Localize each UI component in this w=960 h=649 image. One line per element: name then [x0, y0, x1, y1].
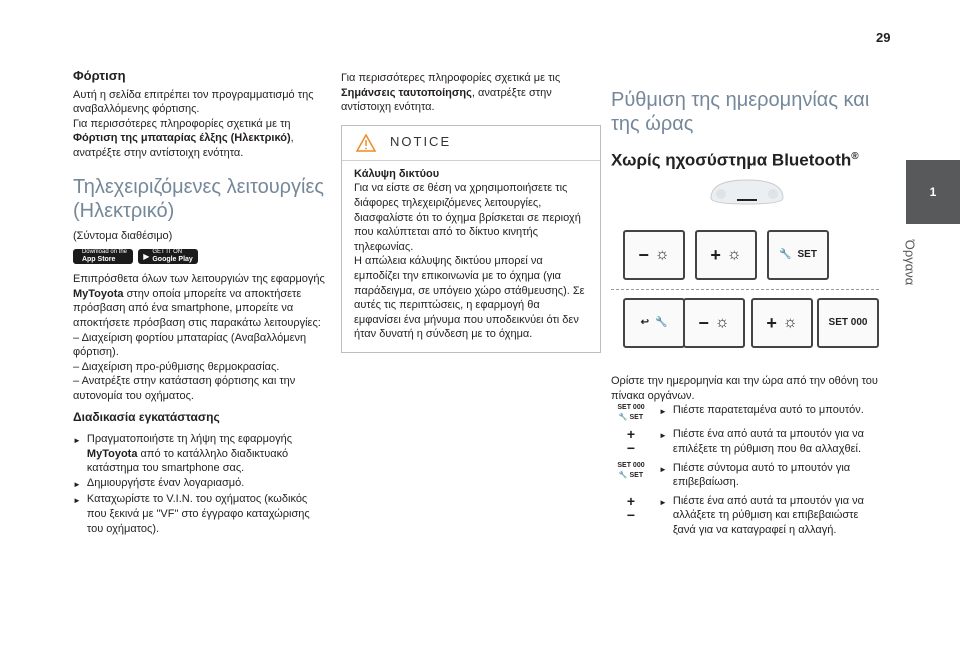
- arrow-icon: ►: [73, 479, 81, 489]
- brightness-icon: ☼: [714, 313, 730, 331]
- notice-header: [342, 126, 600, 161]
- set-000-button[interactable]: SET 000: [817, 298, 879, 348]
- wrench-icon: 🔧: [618, 414, 628, 422]
- column-2: [341, 71, 601, 353]
- steering-wheel-icon: [707, 176, 787, 208]
- column-3: [611, 88, 879, 542]
- date-time-intro: Ορίστε την ημερομηνία και την ώρα από την οθόνη του πίνακα οργάνων.: [611, 375, 878, 402]
- plus-icon: +: [710, 244, 721, 265]
- dimmer-plus-button[interactable]: [751, 298, 813, 348]
- back-button[interactable]: [623, 298, 685, 348]
- arrow-icon: ►: [659, 464, 667, 474]
- minus-icon: −: [638, 244, 649, 265]
- set-button-icon: SET 000 🔧 SET: [617, 461, 645, 479]
- step-row: SET 000 🔧 SET ► Πιέστε παρατεταμένα αυτό το μπουτόν.: [611, 403, 879, 423]
- app-store-badge[interactable]: Download on the App Store: [73, 249, 133, 264]
- notice-text: Για να είστε σε θέση να χρησιμοποιήσετε τις διάφορες τηλεχειριζόμενες λειτουργίες, διασφαλίστε ότι το όχημα βρίσκεται σε περιοχή που καλύπτεται από το δίκτυο κινητής τηλεφωνίας.: [354, 182, 581, 253]
- column-1: [73, 69, 329, 536]
- arrow-icon: ►: [659, 407, 667, 417]
- page-number: 29: [876, 30, 891, 45]
- arrow-icon: ►: [73, 436, 81, 446]
- brightness-icon: ☼: [654, 245, 670, 263]
- arrow-icon: ►: [659, 497, 667, 507]
- availability-note: (Σύντομα διαθέσιμο): [73, 229, 173, 242]
- dimmer-minus-button[interactable]: [623, 230, 685, 280]
- set-button-icon: SET 000 🔧 SET: [617, 404, 645, 422]
- dimmer-minus-button[interactable]: [683, 298, 745, 348]
- date-time-title: Ρύθμιση της ημερομηνίας και της ώρας: [611, 89, 870, 135]
- brightness-icon: ☼: [726, 245, 742, 263]
- charging-ref: Για περισσότερες πληροφορίες σχετικά με τη Φόρτιση της μπαταρίας έλξης (Ηλεκτρικό), ανατρέξτε στην αντίστοιχη ενότητα.: [73, 117, 294, 159]
- plus-icon: +: [766, 312, 777, 333]
- return-icon: ↩: [640, 316, 649, 328]
- install-procedure-title: Διαδικασία εγκατάστασης: [73, 409, 220, 424]
- store-badges: [73, 249, 329, 264]
- notice-title: Κάλυψη δικτύου: [354, 167, 440, 180]
- wrench-icon: 🔧: [654, 316, 668, 328]
- remote-functions-title: Τηλεχειριζόμενες λειτουργίες (Ηλεκτρικό): [73, 175, 325, 222]
- install-step: ► Δημιουργήστε έναν λογαριασμό.: [73, 476, 329, 493]
- notice-box: [341, 125, 601, 353]
- minus-icon: −: [698, 312, 709, 333]
- instrument-panel-illustration: [611, 178, 879, 368]
- dimmer-plus-button[interactable]: [695, 230, 757, 280]
- without-bluetooth-subtitle: Χωρίς ηχοσύστημα Bluetooth®: [611, 150, 859, 170]
- chapter-name: Όργανα: [902, 239, 918, 286]
- wrench-icon: 🔧: [618, 471, 628, 479]
- step-row: + − ► Πιέστε ένα από αυτά τα μπουτόν για να επιλέξετε τη ρύθμιση που θα αλλαχθεί.: [611, 427, 879, 456]
- arrow-icon: ►: [659, 431, 667, 441]
- wrench-icon: 🔧: [779, 248, 792, 260]
- function-item: – Διαχείριση φορτίου μπαταρίας (Αναβαλλόμενη φόρτιση).: [73, 331, 307, 359]
- function-item: – Διαχείριση προ-ρύθμισης θερμοκρασίας.: [73, 360, 280, 373]
- step-row: SET 000 🔧 SET ► Πιέστε σύντομα αυτό το μπουτόν για επιβεβαίωση.: [611, 461, 879, 490]
- google-play-badge[interactable]: ▶ GET IT ON Google Play: [138, 249, 198, 264]
- notice-text: Η απώλεια κάλυψης δικτύου μπορεί να εμποδίζει την επικοινωνία με το όχημα (για παράδειγμα, σε υπόγειο χώρο στάθμευσης). Σε αυτές τις περιπτώσεις, η εφαρμογή θα εμφανίσει ένα μήνυμα που υποδεικνύει ότι δεν ήταν δυνατή η σύνδεση με το όχημα.: [354, 255, 585, 341]
- charging-heading: Φόρτιση: [73, 68, 126, 83]
- function-item: – Ανατρέξτε στην κατάσταση φόρτισης και την αυτονομία του οχήματος.: [73, 375, 296, 402]
- charging-text: Αυτή η σελίδα επιτρέπει τον προγραμματισμό της αναβαλλόμενης φόρτισης.: [73, 88, 314, 116]
- arrow-icon: ►: [73, 496, 81, 506]
- step-row: + − ► Πιέστε ένα από αυτά τα μπουτόν για να αλλάξετε τη ρύθμιση και επιβεβαιώστε ξανά για να καταγραφεί η αλλαγή.: [611, 494, 879, 538]
- install-step: ► Πραγματοποιήστε τη λήψη της εφαρμογής MyToyota από το κατάλληλο διαδικτυακό κατάστημα του smartphone σας.: [73, 433, 293, 475]
- id-markings-ref: Για περισσότερες πληροφορίες σχετικά με τις Σημάνσεις ταυτοποίησης, ανατρέξτε στην αντίστοιχη ενότητα.: [341, 72, 561, 114]
- plus-minus-icon: + −: [626, 492, 636, 523]
- divider: [611, 289, 879, 290]
- brightness-icon: ☼: [782, 313, 798, 331]
- install-step: ► Καταχωρίστε το V.I.N. του οχήματος (κωδικός που ξεκινά με "VF" στο έγγραφο καταχώρισης του οχήματος).: [73, 493, 310, 535]
- plus-minus-icon: + −: [626, 426, 636, 457]
- play-icon: ▶: [143, 252, 150, 262]
- chapter-tab[interactable]: 1: [906, 160, 960, 224]
- set-button[interactable]: 🔧 SET: [767, 230, 829, 280]
- notice-label: NOTICE: [390, 134, 452, 150]
- warning-icon: [356, 134, 376, 152]
- mytoyota-intro: Επιπρόσθετα όλων των λειτουργιών της εφαρμογής MyToyota στην οποία μπορείτε να αποκτήσετε πρόσβαση από ένα smartphone, μπορείτε να αποκτήσετε πρόσβαση στις παρακάτω λειτουργίες:: [73, 273, 325, 329]
